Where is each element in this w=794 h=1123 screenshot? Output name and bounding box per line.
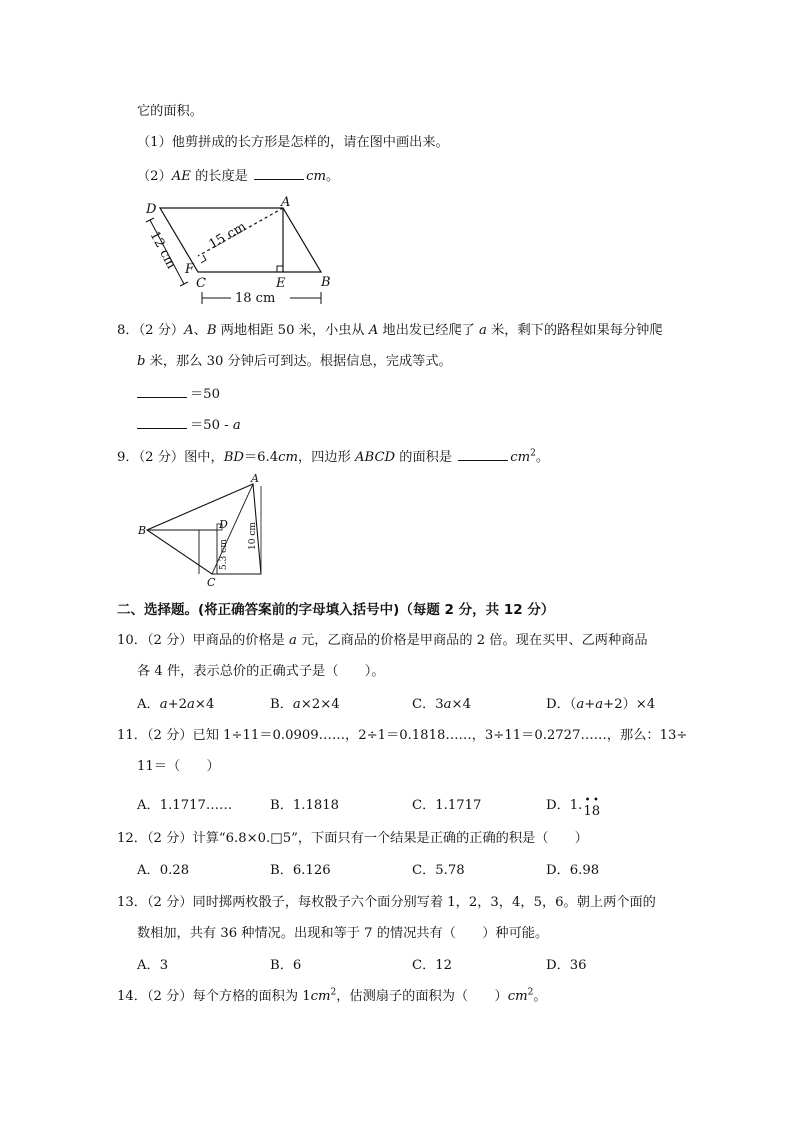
right-angle-e xyxy=(277,266,283,272)
q8-line2: b 米，那么 30 分钟后可到达。根据信息，完成等式。 xyxy=(137,354,452,369)
quadrilateral-shape xyxy=(147,484,261,574)
q7-continuation: 它的面积。 xyxy=(137,104,203,119)
q12-option-c[interactable]: C．5.78 xyxy=(412,863,465,878)
q12-option-b[interactable]: B．6.126 xyxy=(270,863,331,878)
q11-option-a[interactable]: A．1.1717…… xyxy=(137,798,233,813)
q13-option-d[interactable]: D．36 xyxy=(546,958,587,973)
vertex-f: F xyxy=(185,262,195,277)
answer-blank[interactable] xyxy=(458,447,508,461)
q9-line1: 9．（2 分）图中，BD＝6.4cm，四边形 ABCD 的面积是 $cm^2$。 xyxy=(117,448,550,465)
q13-line2: 数相加，共有 36 种情况。出现和等于 7 的情况共有（ ）种可能。 xyxy=(137,926,549,941)
answer-blank[interactable] xyxy=(254,166,304,180)
answer-blank[interactable] xyxy=(137,415,187,429)
length-dc-label: 12 cm xyxy=(146,228,179,272)
q8-line1: 8．（2 分）A、B 两地相距 50 米，小虫从 A 地出发已经爬了 a 米，剩下的路程如果每分钟爬 xyxy=(117,323,663,338)
q7-sub1: （1）他剪拼成的长方形是怎样的，请在图中画出来。 xyxy=(137,135,449,150)
vertex-b: B xyxy=(321,275,331,290)
q7-sub2: （2）AE 的长度是 cm。 xyxy=(137,166,339,186)
right-angle-f xyxy=(201,255,206,263)
q13-option-b[interactable]: B．6 xyxy=(270,958,302,973)
q13-option-c[interactable]: C．12 xyxy=(412,958,453,973)
q10-option-d[interactable]: D．（a+a+2）×4 xyxy=(546,697,656,712)
q8-equation1: ＝50 xyxy=(137,384,220,404)
q13-line1: 13．（2 分）同时掷两枚骰子，每枚骰子六个面分别写着 1，2，3，4，5，6。朝上两个面的 xyxy=(117,895,656,910)
section-title: 二、选择题。(将正确答案前的字母填入括号中)（每题 2 分，共 12 分） xyxy=(117,602,555,618)
length-ac-label: 10 cm xyxy=(248,522,258,550)
q11-option-c[interactable]: C．1.1717 xyxy=(412,798,482,813)
q12-line1: 12．（2 分）计算“6.8×0.□5”，下面只有一个结果是正确的正确的积是（ ） xyxy=(117,831,588,846)
vertex-b: B xyxy=(138,524,147,537)
q11-line2: 11＝（ ） xyxy=(137,759,220,774)
vertex-d: D xyxy=(219,518,228,531)
q11-option-d[interactable]: D．1. • 1 • 8 xyxy=(546,795,601,819)
vertex-c: C xyxy=(207,576,216,589)
q10-option-c[interactable]: C．3a×4 xyxy=(412,697,471,712)
q7-parallelogram-figure xyxy=(140,192,340,307)
q10-line1: 10．（2 分）甲商品的价格是 a 元，乙商品的价格是甲商品的 2 倍。现在买甲、乙两种商品 xyxy=(117,633,648,648)
length-da-label: 15 cm xyxy=(206,219,249,253)
q13-option-a[interactable]: A．3 xyxy=(137,958,169,973)
answer-blank[interactable] xyxy=(137,384,187,398)
vertex-d: D xyxy=(146,202,157,217)
q10-line2: 各 4 件，表示总价的正确式子是（ ）。 xyxy=(137,664,385,679)
vertex-c: C xyxy=(196,276,206,291)
q14-line1: 14．（2 分）每个方格的面积为 $1cm^2$，估测扇子的面积为（ ）$cm^2$。 xyxy=(117,987,547,1004)
vertex-a: A xyxy=(281,195,291,210)
vertex-e: E xyxy=(276,276,286,291)
q12-option-a[interactable]: A．0.28 xyxy=(137,863,190,878)
length-cb-label: 18 cm xyxy=(235,291,276,306)
q10-option-a[interactable]: A．a+2a×4 xyxy=(137,697,215,712)
vertex-a: A xyxy=(251,472,259,485)
q8-equation2: ＝50 - a xyxy=(137,415,241,435)
length-dc-label: 5.3 cm xyxy=(219,539,229,570)
repeating-decimal: • 1 • 8 xyxy=(583,795,601,819)
q11-option-b[interactable]: B．1.1818 xyxy=(270,798,340,813)
q12-option-d[interactable]: D．6.98 xyxy=(546,863,600,878)
q10-option-b[interactable]: B．a×2×4 xyxy=(270,697,340,712)
q9-quadrilateral-figure xyxy=(135,472,275,590)
q11-line1: 11．（2 分）已知 1÷11＝0.0909……，2÷1＝0.1818……，3÷11＝0.2727……，那么：13÷ xyxy=(117,728,688,743)
